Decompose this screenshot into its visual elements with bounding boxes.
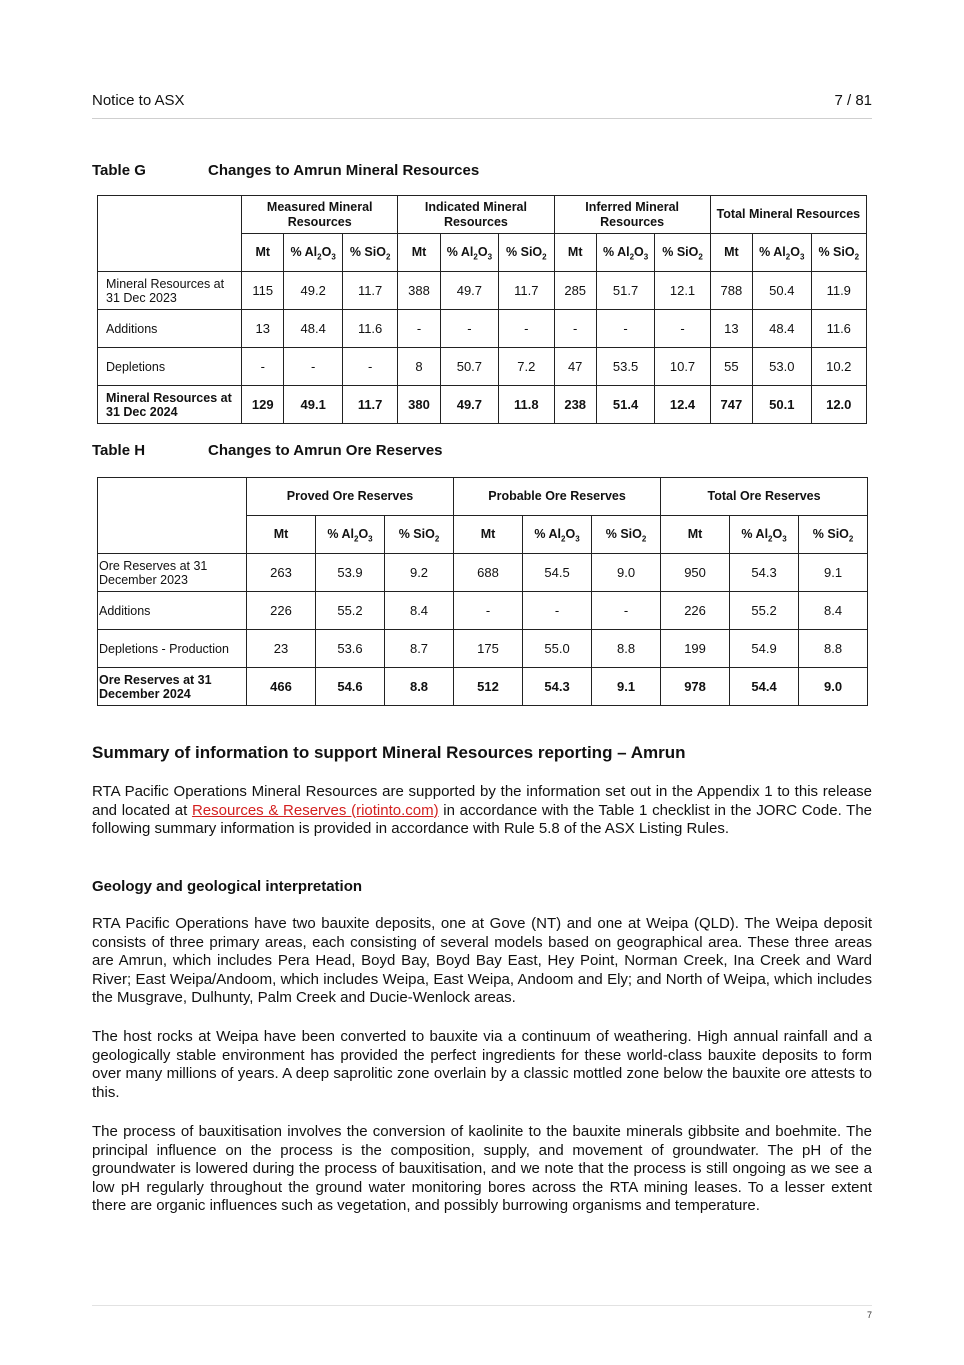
table-h-label: Table H <box>92 442 146 459</box>
unit-al-prefix: % Al <box>602 245 630 259</box>
table-cell: 13 <box>710 310 752 348</box>
unit-si-prefix: % SiO <box>506 245 543 259</box>
table-cell: 48.4 <box>753 310 811 348</box>
group-header: Total Ore Reserves <box>661 478 868 516</box>
unit-al-prefix: % Al <box>290 245 318 259</box>
table-cell: - <box>655 310 710 348</box>
unit-mt-label: Mt <box>687 527 703 541</box>
geology-subheading: Geology and geological interpretation <box>92 878 363 895</box>
table-cell: 49.1 <box>284 386 342 424</box>
table-cell: 466 <box>247 668 316 706</box>
unit-si-prefix: % SiO <box>605 527 642 541</box>
table-cell: 226 <box>661 592 730 630</box>
table-cell: 8.4 <box>385 592 454 630</box>
row-label: Additions <box>98 310 242 348</box>
table-cell: 11.7 <box>342 272 397 310</box>
page-header <box>92 92 872 119</box>
table-cell: 175 <box>454 630 523 668</box>
table-cell: 11.6 <box>811 310 866 348</box>
unit-al-sub2: 3 <box>575 534 580 544</box>
unit-si-prefix: % SiO <box>662 245 699 259</box>
table-cell: 7.2 <box>499 348 554 386</box>
table-cell: 978 <box>661 668 730 706</box>
table-row <box>98 348 867 386</box>
table-cell: 12.4 <box>655 386 710 424</box>
unit-al-mid: O <box>321 245 332 259</box>
unit-mt-header <box>554 234 596 272</box>
unit-al2o3-header <box>440 234 498 272</box>
geology-paragraph-2: The host rocks at Weipa have been converted to bauxite via a continuum of weathering. High annual rainfall and a geologically stable environment has provided the perfect ingredients for these world-class bauxite deposits to form over many millions of years. A deep saprolitic zone overlain by a classic mottled zone below the bauxite ore attests to this. <box>92 1028 872 1101</box>
table-cell: 8.7 <box>385 630 454 668</box>
resources-reserves-link[interactable]: Resources & Reserves (riotinto.com) <box>191 801 439 819</box>
unit-si-sub: 2 <box>641 534 647 544</box>
unit-al2o3-header <box>284 234 342 272</box>
table-cell: 9.0 <box>799 668 868 706</box>
table-cell: 50.4 <box>753 272 811 310</box>
unit-al-sub1: 2 <box>785 252 791 262</box>
table-cell: - <box>342 348 397 386</box>
table-cell: 8 <box>398 348 440 386</box>
unit-mt-label: Mt <box>273 527 289 541</box>
geology-paragraph-3: The process of bauxitisation involves the conversion of kaolinite to the bauxite minerals gibbsite and boehmite. The principal influence on the process is the composition, supply, and movement of groundwater. The pH of the groundwater is lowered during the process of bauxitisation, and we note that the process is still ongoing as we see a low pH regularly throughout the ground water monitoring bores across the RTA mining leases. To a lesser extent there are organic influences such as vegetation, and possibly burrowing organisms and temperature. <box>92 1123 872 1214</box>
unit-al-mid: O <box>565 527 576 541</box>
table-header-row <box>98 196 867 234</box>
unit-sio2-header <box>499 234 554 272</box>
table-cell: 53.5 <box>596 348 654 386</box>
table-cell: - <box>554 310 596 348</box>
unit-al-mid: O <box>634 245 644 259</box>
group-header: Total Mineral Resources <box>710 196 866 234</box>
table-cell: 10.7 <box>655 348 710 386</box>
table-cell: 51.7 <box>596 272 654 310</box>
unit-al-mid: O <box>772 527 783 541</box>
table-cell: 12.0 <box>811 386 866 424</box>
geology-paragraph-1: RTA Pacific Operations have two bauxite deposits, one at Gove (NT) and one at Weipa (QLD). The Weipa deposit consists of three primary areas, each consisting of several models based on geographical area. These three areas are Amrun, which includes Pera Head, Boyd Bay, Boyd Bay East, Hey Point, Norman Creek, Ina Creek and Ward River; East Weipa/Andoom, which includes Weipa, East Weipa, Andoom and Ely; and North of Weipa, which includes the Musgrave, Dulhunty, Palm Creek and Ducie-Wenlock areas. <box>92 915 872 1006</box>
table-cell: - <box>592 592 661 630</box>
unit-al-sub2: 3 <box>487 252 493 262</box>
row-label: Mineral Resources at 31 Dec 2024 <box>98 386 242 424</box>
unit-al-sub1: 2 <box>353 534 359 544</box>
unit-al-sub2: 3 <box>799 252 805 262</box>
footer-divider <box>92 1305 872 1306</box>
ore-reserves-table <box>97 477 868 706</box>
document-title: Notice to ASX <box>92 92 185 109</box>
table-row <box>98 386 867 424</box>
unit-mt-label: Mt <box>480 527 496 541</box>
table-header-row <box>98 478 868 516</box>
unit-al-sub2: 3 <box>643 252 649 262</box>
table-cell: 8.8 <box>385 668 454 706</box>
table-g-label: Table G <box>92 162 146 179</box>
unit-si-sub: 2 <box>542 252 547 262</box>
intro-paragraph <box>92 783 872 839</box>
unit-mt-header <box>710 234 752 272</box>
table-row <box>98 630 868 668</box>
table-cell: 13 <box>242 310 284 348</box>
table-cell: 47 <box>554 348 596 386</box>
group-header: Proved Ore Reserves <box>247 478 454 516</box>
unit-al-sub2: 3 <box>782 534 787 544</box>
table-cell: 9.1 <box>799 554 868 592</box>
table-cell: 199 <box>661 630 730 668</box>
unit-si-sub: 2 <box>385 252 391 262</box>
unit-sio2-header <box>342 234 397 272</box>
mineral-resources-table <box>97 195 867 424</box>
table-cell: 788 <box>710 272 752 310</box>
row-label: Additions <box>98 592 247 630</box>
row-label: Depletions <box>98 348 242 386</box>
row-label: Mineral Resources at 31 Dec 2023 <box>98 272 242 310</box>
unit-si-sub: 2 <box>434 534 440 544</box>
unit-al-sub1: 2 <box>768 534 773 544</box>
unit-al-mid: O <box>477 245 488 259</box>
table-cell: 263 <box>247 554 316 592</box>
table-row <box>98 554 868 592</box>
table-cell: 53.0 <box>753 348 811 386</box>
table-cell: 512 <box>454 668 523 706</box>
unit-al-sub2: 3 <box>368 534 373 544</box>
table-cell: - <box>499 310 554 348</box>
intro-text-start: RTA Pacific Operations Mineral Resources are supported by the information set out in the Appendix 1 to this release and located at <box>92 783 872 819</box>
table-cell: 49.7 <box>440 272 498 310</box>
page-indicator: 7 / 81 <box>834 92 872 109</box>
unit-mt-label: Mt <box>255 245 271 259</box>
footer-page-number: 7 <box>866 1310 872 1320</box>
unit-al-sub1: 2 <box>473 252 478 262</box>
row-label: Ore Reserves at 31 December 2024 <box>98 668 247 706</box>
table-cell: 55.2 <box>730 592 799 630</box>
row-label: Ore Reserves at 31 December 2023 <box>98 554 247 592</box>
unit-mt-header <box>242 234 284 272</box>
table-cell: - <box>284 348 342 386</box>
table-cell: 54.3 <box>523 668 592 706</box>
table-cell: 55.0 <box>523 630 592 668</box>
table-cell: - <box>454 592 523 630</box>
unit-al-sub1: 2 <box>629 252 635 262</box>
table-cell: 51.4 <box>596 386 654 424</box>
table-cell: 49.2 <box>284 272 342 310</box>
unit-sio2-header <box>655 234 710 272</box>
group-header: Measured Mineral Resources <box>242 196 398 234</box>
table-cell: 55.2 <box>316 592 385 630</box>
unit-al2o3-header <box>523 516 592 554</box>
table-cell: 10.2 <box>811 348 866 386</box>
unit-si-prefix: % SiO <box>818 245 855 259</box>
unit-al2o3-header <box>316 516 385 554</box>
corner-cell <box>98 478 247 554</box>
table-cell: 54.3 <box>730 554 799 592</box>
unit-sio2-header <box>811 234 866 272</box>
unit-sio2-header <box>799 516 868 554</box>
table-cell: 11.7 <box>342 386 397 424</box>
table-cell: 53.9 <box>316 554 385 592</box>
table-cell: 9.0 <box>592 554 661 592</box>
unit-mt-header <box>398 234 440 272</box>
unit-si-sub: 2 <box>848 534 854 544</box>
table-cell: 54.6 <box>316 668 385 706</box>
table-h-title: Changes to Amrun Ore Reserves <box>208 442 443 459</box>
corner-cell <box>98 196 242 272</box>
table-g-heading <box>92 162 479 179</box>
table-cell: 53.6 <box>316 630 385 668</box>
table-cell: 747 <box>710 386 752 424</box>
table-cell: 950 <box>661 554 730 592</box>
unit-mt-label: Mt <box>567 245 583 259</box>
unit-al2o3-header <box>596 234 654 272</box>
table-cell: - <box>523 592 592 630</box>
table-cell: 50.1 <box>753 386 811 424</box>
table-row <box>98 592 868 630</box>
table-cell: - <box>398 310 440 348</box>
unit-mt-header <box>454 516 523 554</box>
table-cell: 8.4 <box>799 592 868 630</box>
table-cell: 49.7 <box>440 386 498 424</box>
table-cell: 9.1 <box>592 668 661 706</box>
unit-al2o3-header <box>753 234 811 272</box>
table-cell: - <box>242 348 284 386</box>
unit-mt-header <box>661 516 730 554</box>
unit-mt-header <box>247 516 316 554</box>
table-cell: 55 <box>710 348 752 386</box>
group-header: Indicated Mineral Resources <box>398 196 554 234</box>
table-cell: 238 <box>554 386 596 424</box>
table-cell: 8.8 <box>799 630 868 668</box>
intro-text-end: in accordance with the Table 1 checklist in the JORC Code. The following summary information is provided in accordance with Rule 5.8 of the ASX Listing Rules. <box>92 801 872 837</box>
table-cell: 23 <box>247 630 316 668</box>
unit-al-prefix: % Al <box>446 245 474 259</box>
unit-si-sub: 2 <box>854 252 860 262</box>
unit-si-prefix: % SiO <box>349 245 386 259</box>
table-cell: 12.1 <box>655 272 710 310</box>
table-cell: 688 <box>454 554 523 592</box>
unit-al2o3-header <box>730 516 799 554</box>
table-cell: 54.5 <box>523 554 592 592</box>
unit-si-prefix: % SiO <box>398 527 435 541</box>
group-header: Probable Ore Reserves <box>454 478 661 516</box>
table-cell: 54.9 <box>730 630 799 668</box>
unit-al-sub1: 2 <box>317 252 322 262</box>
section-title: Summary of information to support Mineral Resources reporting – Amrun <box>92 743 686 762</box>
table-h-heading <box>92 442 443 459</box>
unit-si-sub: 2 <box>698 252 703 262</box>
table-cell: 11.7 <box>499 272 554 310</box>
unit-mt-label: Mt <box>724 245 739 259</box>
table-g-title: Changes to Amrun Mineral Resources <box>208 162 480 179</box>
unit-sio2-header <box>385 516 454 554</box>
row-label: Depletions - Production <box>98 630 247 668</box>
unit-al-prefix: % Al <box>759 245 786 259</box>
table-cell: 11.8 <box>499 386 554 424</box>
table-cell: 380 <box>398 386 440 424</box>
table-cell: - <box>440 310 498 348</box>
table-cell: 9.2 <box>385 554 454 592</box>
table-cell: 11.6 <box>342 310 397 348</box>
unit-al-prefix: % Al <box>534 527 562 541</box>
table-cell: 50.7 <box>440 348 498 386</box>
table-cell: 115 <box>242 272 284 310</box>
table-cell: 226 <box>247 592 316 630</box>
table-row <box>98 272 867 310</box>
table-row <box>98 668 868 706</box>
unit-sio2-header <box>592 516 661 554</box>
table-row <box>98 310 867 348</box>
table-cell: 285 <box>554 272 596 310</box>
table-cell: - <box>596 310 654 348</box>
unit-al-sub2: 3 <box>331 252 336 262</box>
table-cell: 54.4 <box>730 668 799 706</box>
table-cell: 388 <box>398 272 440 310</box>
unit-al-sub1: 2 <box>561 534 566 544</box>
table-cell: 11.9 <box>811 272 866 310</box>
table-cell: 8.8 <box>592 630 661 668</box>
table-cell: 48.4 <box>284 310 342 348</box>
unit-al-mid: O <box>358 527 369 541</box>
unit-al-prefix: % Al <box>741 527 769 541</box>
unit-al-prefix: % Al <box>327 527 354 541</box>
unit-al-mid: O <box>790 245 800 259</box>
unit-mt-label: Mt <box>411 245 427 259</box>
table-cell: 129 <box>242 386 284 424</box>
unit-si-prefix: % SiO <box>812 527 849 541</box>
group-header: Inferred Mineral Resources <box>554 196 710 234</box>
